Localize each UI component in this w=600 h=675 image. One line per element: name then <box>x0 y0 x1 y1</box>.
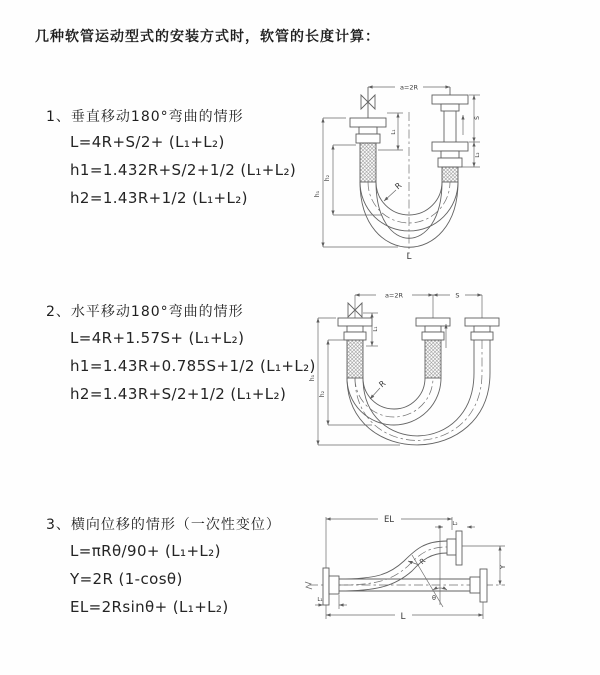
dim-label-l: L <box>400 612 406 622</box>
dim-label-l1: L₁ <box>317 597 323 603</box>
diagram-horizontal-180-bend <box>300 278 600 463</box>
left-flange <box>323 568 339 605</box>
section-3-formula-L: L=πRθ/90+ (L₁+L₂) <box>70 542 221 560</box>
straight-hose-original <box>339 569 487 602</box>
braided-hose-right <box>442 167 458 182</box>
dim-label-l1: L₁ <box>391 129 397 135</box>
s-curve-hose-displaced <box>339 531 462 591</box>
dim-label-l1: L₁ <box>373 326 379 332</box>
dim-l-total <box>326 602 483 622</box>
radius-callout <box>370 379 388 399</box>
hose-u-bend-2 <box>347 373 490 445</box>
middle-flange <box>416 318 450 378</box>
section-1-formula-h1: h1=1.432R+S/2+1/2 (L₁+L₂) <box>70 161 297 179</box>
dim-label-r: R <box>393 180 404 192</box>
dim-label-l2: L₂ <box>475 152 481 158</box>
dim-span-2r <box>355 292 482 319</box>
dim-label-h2: h₂ <box>324 174 331 182</box>
right-flange-moved <box>465 318 499 373</box>
left-flange <box>338 318 372 378</box>
section-3-heading: 3、横向位移的情形（一次性变位） <box>46 517 281 533</box>
dim-l2 <box>435 521 475 527</box>
section-2-heading: 2、水平移动180°弯曲的情形 <box>46 304 244 320</box>
section-2-formula-L: L=4R+1.57S+ (L₁+L₂) <box>70 329 245 347</box>
dim-label-l2: L₂ <box>452 521 458 527</box>
diagram-vertical-180-bend <box>300 62 600 262</box>
dim-label-r: R <box>418 556 428 567</box>
hose-u-bend-1 <box>347 378 441 425</box>
section-2-formula-h1: h1=1.43R+0.785S+1/2 (L₁+L₂) <box>70 357 316 375</box>
dim-span-2r <box>368 84 450 92</box>
dim-label-s: S <box>455 291 460 300</box>
dim-label-y: Y <box>499 564 507 570</box>
section-1-heading: 1、垂直移动180°弯曲的情形 <box>46 109 244 125</box>
section-1-formula-L: L=4R+S/2+ (L₁+L₂) <box>70 133 225 151</box>
left-pipe-assembly <box>350 87 386 182</box>
radius-callout <box>408 557 427 566</box>
dim-label-theta: θ <box>432 594 436 602</box>
dim-label-h1: h₁ <box>314 190 321 198</box>
dim-label-span: a=2R <box>384 291 404 300</box>
page-title: 几种软管运动型式的安装方式时，软管的长度计算： <box>35 29 380 45</box>
right-pipe-assembly <box>432 87 468 182</box>
diagram-lateral-displacement <box>295 505 600 640</box>
dim-label-h2: h₂ <box>319 390 326 398</box>
braided-hose-left <box>360 143 376 182</box>
dim-label-l-total: L <box>406 252 412 262</box>
dim-label-r: R <box>377 378 388 390</box>
dim-s <box>469 95 481 142</box>
section-3-formula-Y: Y=2R (1-cosθ) <box>70 570 183 588</box>
radius-callout <box>384 181 404 201</box>
dim-label-h1: h₁ <box>309 374 316 382</box>
dim-l1 <box>315 595 347 609</box>
axis-break-mark <box>305 582 312 589</box>
dim-el <box>326 515 452 568</box>
section-2-formula-h2: h2=1.43R+S/2+1/2 (L₁+L₂) <box>70 385 287 403</box>
section-3-formula-EL: EL=2Rsinθ+ (L₁+L₂) <box>70 598 229 616</box>
dim-label-el: EL <box>383 515 395 525</box>
dim-label-s: S <box>474 116 481 120</box>
dim-s <box>433 292 482 300</box>
dim-label-span: a=2R <box>399 83 419 92</box>
section-1-formula-h2: h2=1.43R+1/2 (L₁+L₂) <box>70 189 248 207</box>
